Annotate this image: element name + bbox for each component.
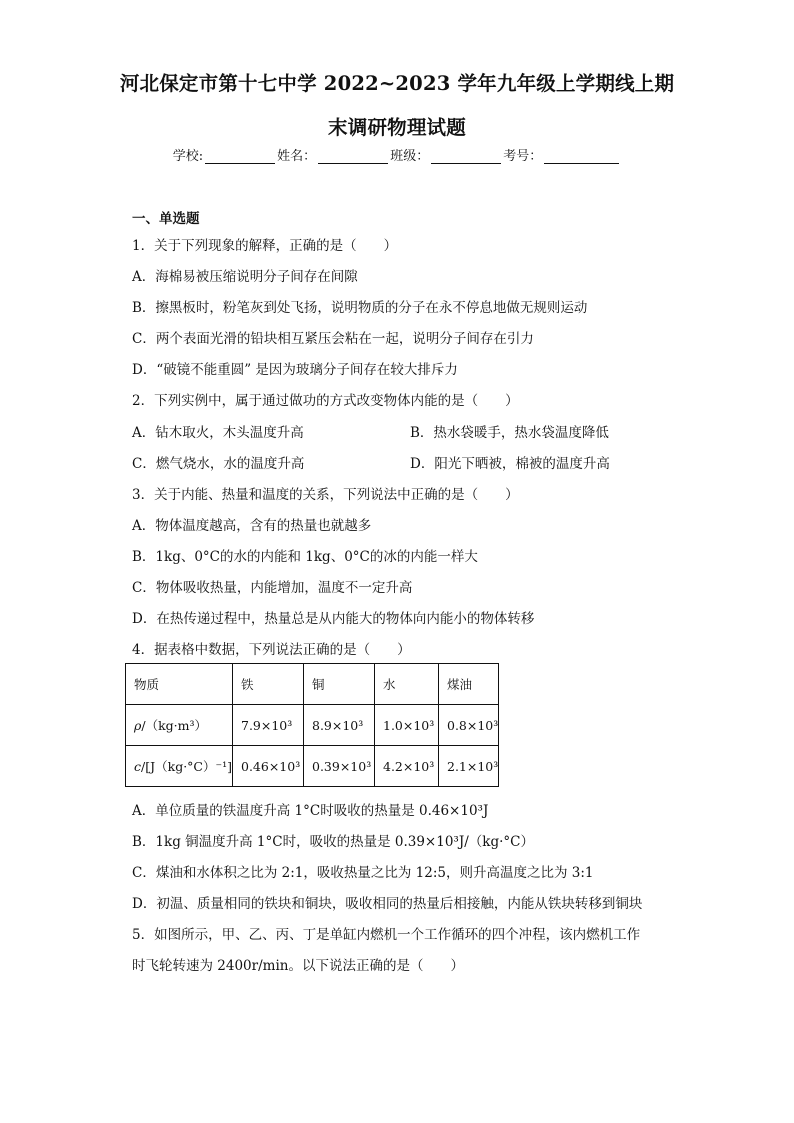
table-cell: 8.9×10³	[304, 705, 375, 746]
q4-stem: 4．据表格中数据，下列说法正确的是（ ）	[132, 642, 411, 658]
q3-option-c: C．物体吸收热量，内能增加，温度不一定升高	[132, 580, 413, 596]
table-cell: 0.39×10³	[304, 746, 375, 787]
table-cell: 2.1×10³	[439, 746, 499, 787]
q2-option-c: C．燃气烧水，水的温度升高	[132, 456, 305, 472]
class-label: 班级：	[390, 149, 430, 164]
q2-option-a: A．钻木取火，木头温度升高	[132, 425, 304, 441]
table-row	[126, 705, 499, 746]
table-header-cell: 铜	[304, 664, 375, 705]
table-cell: 0.8×10³	[439, 705, 499, 746]
exam-title-line-2: 末调研物理试题	[328, 116, 466, 139]
table-cell: 1.0×10³	[375, 705, 439, 746]
school-label: 学校:	[172, 149, 204, 164]
density-unit: /（kg·m³）	[141, 718, 207, 733]
q1-stem: 1．关于下列现象的解释，正确的是（ ）	[132, 238, 398, 254]
class-blank[interactable]	[431, 149, 501, 164]
q1-option-c: C．两个表面光滑的铅块相互紧压会粘在一起，说明分子间存在引力	[132, 331, 534, 347]
table-row-label	[126, 705, 233, 746]
q1-option-a: A．海棉易被压缩说明分子间存在间隙	[132, 269, 358, 285]
heat-capacity-unit: /[J（kg·°C）⁻¹]	[141, 759, 232, 774]
q4-data-table	[125, 663, 499, 787]
q3-option-b: B．1kg、0°C的水的内能和 1kg、0°C的冰的内能一样大	[132, 549, 478, 565]
table-cell: 0.46×10³	[233, 746, 304, 787]
school-blank[interactable]	[205, 149, 275, 164]
q2-stem: 2．下列实例中，属于通过做功的方式改变物体内能的是（ ）	[132, 393, 519, 409]
table-header-cell: 煤油	[439, 664, 499, 705]
q4-option-b: B．1kg 铜温度升高 1°C时，吸收的热量是 0.39×10³J/（kg·°C）	[132, 834, 534, 850]
q3-stem: 3．关于内能、热量和温度的关系，下列说法中正确的是（ ）	[132, 487, 519, 503]
q2-option-b: B．热水袋暖手，热水袋温度降低	[410, 425, 609, 441]
q3-option-d: D．在热传递过程中，热量总是从内能大的物体向内能小的物体转移	[132, 611, 535, 627]
number-blank[interactable]	[544, 149, 619, 164]
heat-capacity-symbol: c	[134, 759, 142, 774]
q4-option-c: C．煤油和水体积之比为 2:1，吸收热量之比为 12:5，则升高温度之比为 3:1	[132, 865, 594, 881]
exam-title-line-1: 河北保定市第十七中学 2022~2023 学年九年级上学期线上期	[119, 72, 675, 95]
q2-option-d: D．阳光下晒被，棉被的温度升高	[410, 456, 610, 472]
table-cell: 4.2×10³	[375, 746, 439, 787]
name-blank[interactable]	[318, 149, 388, 164]
q5-stem-line-2: 时飞轮转速为 2400r/min。以下说法正确的是（ ）	[132, 958, 464, 974]
q1-option-d: D．“破镜不能重圆” 是因为玻璃分子间存在较大排斥力	[132, 362, 458, 378]
table-header-cell: 水	[375, 664, 439, 705]
q1-option-b: B．擦黑板时，粉笔灰到处飞扬，说明物质的分子在永不停息地做无规则运动	[132, 300, 588, 316]
name-label: 姓名：	[277, 149, 317, 164]
number-label: 考号：	[503, 149, 543, 164]
table-header-row	[126, 664, 499, 705]
table-header-cell: 物质	[126, 664, 233, 705]
section-heading-single-choice: 一、单选题	[132, 211, 200, 227]
table-row	[126, 746, 499, 787]
table-row-label	[126, 746, 233, 787]
table-cell: 7.9×10³	[233, 705, 304, 746]
density-symbol: ρ	[134, 718, 142, 733]
table-header-cell: 铁	[233, 664, 304, 705]
q3-option-a: A．物体温度越高，含有的热量也就越多	[132, 518, 372, 534]
q4-option-d: D．初温、质量相同的铁块和铜块，吸收相同的热量后相接触，内能从铁块转移到铜块	[132, 896, 643, 912]
student-info-row	[0, 145, 794, 164]
q5-stem-line-1: 5．如图所示，甲、乙、丙、丁是单缸内燃机一个工作循环的四个冲程，该内燃机工作	[132, 927, 641, 943]
q4-option-a: A．单位质量的铁温度升高 1°C时吸收的热量是 0.46×10³J	[132, 803, 489, 819]
